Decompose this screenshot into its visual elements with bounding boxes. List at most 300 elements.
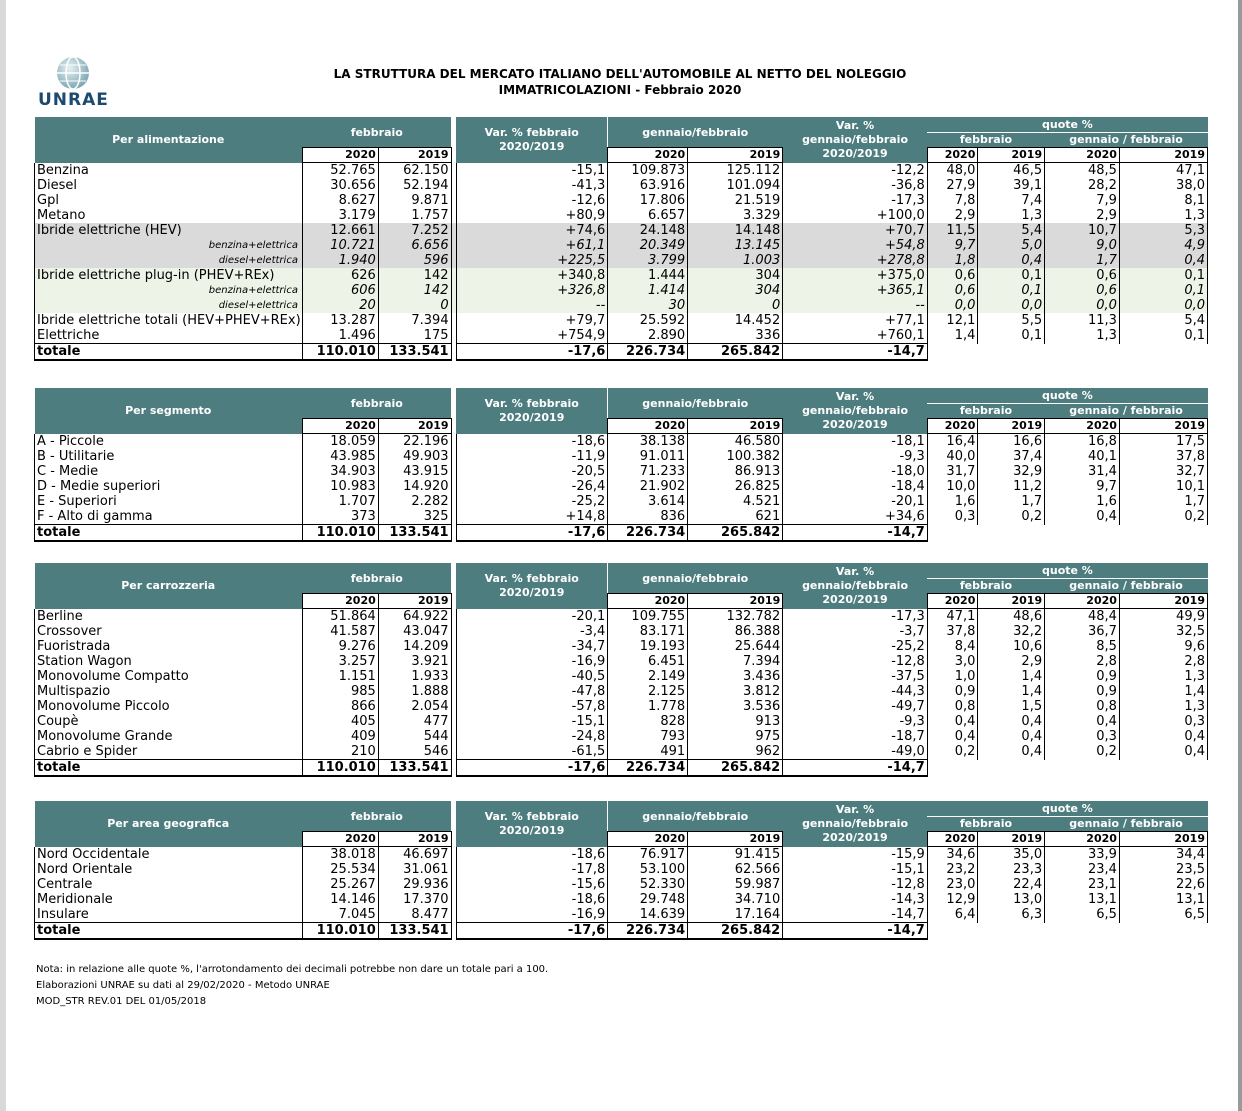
value-cell: 25.534: [302, 862, 378, 877]
section-table: [34, 388, 1208, 542]
year-header: 2019: [688, 594, 783, 609]
value-cell: -18,6: [456, 892, 608, 907]
value-cell: +14,8: [456, 509, 608, 525]
value-cell: 28,2: [1045, 178, 1120, 193]
value-cell: 0,4: [978, 744, 1045, 760]
value-cell: 3.329: [688, 208, 783, 223]
value-cell: 86.913: [688, 464, 783, 479]
value-cell: 13.145: [688, 238, 783, 253]
value-cell: 91.415: [688, 847, 783, 863]
value-cell: 2,8: [1045, 654, 1120, 669]
value-cell: 13,1: [1045, 892, 1120, 907]
value-cell: 17.164: [688, 907, 783, 923]
value-cell: 11,5: [927, 223, 978, 238]
value-cell: 10,6: [978, 639, 1045, 654]
empty-cell: [1045, 525, 1120, 542]
value-cell: 0,6: [927, 283, 978, 298]
value-cell: 1.444: [608, 268, 688, 283]
quote-genfeb-header: gennaio / febbraio: [1045, 579, 1208, 594]
value-cell: 0,8: [1045, 699, 1120, 714]
value-cell: 22,4: [978, 877, 1045, 892]
value-cell: -24,8: [456, 729, 608, 744]
value-cell: -12,8: [783, 877, 928, 892]
year-header: 2019: [378, 419, 451, 434]
febbraio-header: febbraio: [302, 388, 451, 419]
total-label: totale: [35, 923, 303, 940]
total-value-cell: 265.842: [688, 760, 783, 777]
value-cell: -18,6: [456, 847, 608, 863]
value-cell: 18.059: [302, 434, 378, 450]
value-cell: 0,0: [927, 298, 978, 313]
value-cell: -12,6: [456, 193, 608, 208]
quote-genfeb-header: gennaio / febbraio: [1045, 133, 1208, 148]
value-cell: -20,1: [783, 494, 928, 509]
value-cell: 91.011: [608, 449, 688, 464]
var-genfeb-header: Var. % gennaio/febbraio 2020/2019: [783, 388, 928, 434]
value-cell: -3,4: [456, 624, 608, 639]
year-header: 2019: [978, 832, 1045, 847]
quote-genfeb-header: gennaio / febbraio: [1045, 404, 1208, 419]
value-cell: 6,4: [927, 907, 978, 923]
value-cell: 596: [378, 253, 451, 268]
quote-header: quote %: [927, 117, 1207, 133]
value-cell: 913: [688, 714, 783, 729]
value-cell: +74,6: [456, 223, 608, 238]
value-cell: 836: [608, 509, 688, 525]
note-line: Nota: in relazione alle quote %, l'arrotondamento dei decimali potrebbe non dare un totale pari a 100.: [36, 964, 549, 975]
total-value-cell: 110.010: [302, 525, 378, 542]
value-cell: -40,5: [456, 669, 608, 684]
value-cell: 32,7: [1119, 464, 1207, 479]
value-cell: 48,0: [927, 163, 978, 179]
table-row: [35, 193, 1208, 208]
table-row: [35, 238, 1208, 253]
value-cell: -37,5: [783, 669, 928, 684]
section-title: Per area geografica: [35, 801, 303, 847]
row-label: Monovolume Grande: [35, 729, 303, 744]
value-cell: 14.920: [378, 479, 451, 494]
total-value-cell: -17,6: [456, 344, 608, 361]
value-cell: 962: [688, 744, 783, 760]
value-cell: -15,6: [456, 877, 608, 892]
year-header: 2020: [608, 419, 688, 434]
value-cell: 23,0: [927, 877, 978, 892]
value-cell: 3.257: [302, 654, 378, 669]
table-row: [35, 907, 1208, 923]
value-cell: 975: [688, 729, 783, 744]
value-cell: 31,7: [927, 464, 978, 479]
value-cell: 3,0: [927, 654, 978, 669]
value-cell: 20: [302, 298, 378, 313]
value-cell: 8,1: [1119, 193, 1207, 208]
value-cell: 405: [302, 714, 378, 729]
value-cell: 0,4: [1119, 253, 1207, 268]
value-cell: 10.983: [302, 479, 378, 494]
value-cell: 11,3: [1045, 313, 1120, 328]
table-row: [35, 509, 1208, 525]
value-cell: 0,4: [1045, 714, 1120, 729]
year-header: 2020: [927, 148, 978, 163]
value-cell: 101.094: [688, 178, 783, 193]
table-row: [35, 208, 1208, 223]
row-label: C - Medie: [35, 464, 303, 479]
row-label: benzina+elettrica: [35, 238, 303, 253]
value-cell: 621: [688, 509, 783, 525]
empty-cell: [978, 760, 1045, 777]
febbraio-header: febbraio: [302, 117, 451, 148]
value-cell: 2,8: [1119, 654, 1207, 669]
value-cell: 29.936: [378, 877, 451, 892]
empty-cell: [927, 525, 978, 542]
value-cell: 34.710: [688, 892, 783, 907]
total-value-cell: -14,7: [783, 525, 928, 542]
total-value-cell: 265.842: [688, 344, 783, 361]
table-row: [35, 313, 1208, 328]
value-cell: 325: [378, 509, 451, 525]
year-header: 2019: [978, 419, 1045, 434]
value-cell: +365,1: [783, 283, 928, 298]
quote-header: quote %: [927, 388, 1207, 404]
value-cell: 3.812: [688, 684, 783, 699]
row-label: Cabrio e Spider: [35, 744, 303, 760]
table-row: [35, 684, 1208, 699]
value-cell: 9.871: [378, 193, 451, 208]
value-cell: 5,0: [978, 238, 1045, 253]
value-cell: -3,7: [783, 624, 928, 639]
value-cell: 4,9: [1119, 238, 1207, 253]
row-label: Crossover: [35, 624, 303, 639]
total-label: totale: [35, 344, 303, 361]
value-cell: --: [783, 298, 928, 313]
value-cell: -18,0: [783, 464, 928, 479]
total-value-cell: 226.734: [608, 344, 688, 361]
value-cell: 2,9: [978, 654, 1045, 669]
value-cell: 1,6: [1045, 494, 1120, 509]
row-label: Fuoristrada: [35, 639, 303, 654]
value-cell: 25.592: [608, 313, 688, 328]
year-header: 2020: [608, 832, 688, 847]
table-row: [35, 729, 1208, 744]
table-row: [35, 178, 1208, 193]
total-row: [35, 344, 1208, 361]
value-cell: 8.627: [302, 193, 378, 208]
value-cell: 1,7: [978, 494, 1045, 509]
empty-cell: [978, 525, 1045, 542]
year-header: 2019: [1119, 832, 1207, 847]
value-cell: 1,5: [978, 699, 1045, 714]
value-cell: -41,3: [456, 178, 608, 193]
empty-cell: [1045, 760, 1120, 777]
table-row: [35, 639, 1208, 654]
year-header: 2019: [688, 148, 783, 163]
value-cell: 304: [688, 268, 783, 283]
value-cell: 14.209: [378, 639, 451, 654]
note-line: MOD_STR REV.01 DEL 01/05/2018: [36, 996, 207, 1007]
empty-cell: [1119, 525, 1207, 542]
year-header: 2019: [978, 148, 1045, 163]
value-cell: 1,3: [1119, 699, 1207, 714]
var-febbraio-header: Var. % febbraio 2020/2019: [456, 117, 608, 163]
value-cell: 1,4: [978, 669, 1045, 684]
total-value-cell: 110.010: [302, 344, 378, 361]
value-cell: 304: [688, 283, 783, 298]
quote-febbraio-header: febbraio: [927, 579, 1044, 594]
value-cell: 52.765: [302, 163, 378, 179]
value-cell: 8,4: [927, 639, 978, 654]
total-value-cell: 265.842: [688, 525, 783, 542]
value-cell: 76.917: [608, 847, 688, 863]
value-cell: 0,2: [1119, 509, 1207, 525]
value-cell: +340,8: [456, 268, 608, 283]
year-header: 2020: [927, 419, 978, 434]
section-title: Per alimentazione: [35, 117, 303, 163]
value-cell: -17,3: [783, 609, 928, 625]
value-cell: +61,1: [456, 238, 608, 253]
value-cell: 47,1: [927, 609, 978, 625]
value-cell: +34,6: [783, 509, 928, 525]
table-row: [35, 669, 1208, 684]
value-cell: 25.267: [302, 877, 378, 892]
value-cell: 16,4: [927, 434, 978, 450]
value-cell: 32,2: [978, 624, 1045, 639]
value-cell: 1.414: [608, 283, 688, 298]
value-cell: 12.661: [302, 223, 378, 238]
value-cell: 53.100: [608, 862, 688, 877]
value-cell: 544: [378, 729, 451, 744]
value-cell: -14,7: [783, 907, 928, 923]
total-value-cell: 226.734: [608, 923, 688, 940]
value-cell: 142: [378, 283, 451, 298]
logo-text: UNRAE: [38, 90, 109, 110]
value-cell: 2.282: [378, 494, 451, 509]
year-header: 2019: [1119, 148, 1207, 163]
quote-febbraio-header: febbraio: [927, 817, 1044, 832]
row-label: diesel+elettrica: [35, 298, 303, 313]
value-cell: 0,2: [978, 509, 1045, 525]
value-cell: 31,4: [1045, 464, 1120, 479]
value-cell: 14.639: [608, 907, 688, 923]
value-cell: 9,7: [927, 238, 978, 253]
value-cell: 13.287: [302, 313, 378, 328]
table-row: [35, 223, 1208, 238]
year-header: 2019: [1119, 594, 1207, 609]
value-cell: 546: [378, 744, 451, 760]
section-title: Per carrozzeria: [35, 563, 303, 609]
right-page-edge: [1238, 0, 1242, 1111]
value-cell: 0,2: [1045, 744, 1120, 760]
value-cell: 17.806: [608, 193, 688, 208]
total-row: [35, 760, 1208, 777]
row-label: Ibride elettriche plug-in (PHEV+REx): [35, 268, 303, 283]
value-cell: 24.148: [608, 223, 688, 238]
row-label: Elettriche: [35, 328, 303, 344]
value-cell: 29.748: [608, 892, 688, 907]
value-cell: 10,1: [1119, 479, 1207, 494]
value-cell: -34,7: [456, 639, 608, 654]
empty-cell: [978, 344, 1045, 361]
row-label: Ibride elettriche (HEV): [35, 223, 303, 238]
value-cell: 49,9: [1119, 609, 1207, 625]
value-cell: 32,9: [978, 464, 1045, 479]
value-cell: 62.566: [688, 862, 783, 877]
value-cell: 0,6: [927, 268, 978, 283]
value-cell: 1,0: [927, 669, 978, 684]
value-cell: 37,4: [978, 449, 1045, 464]
total-value-cell: 133.541: [378, 760, 451, 777]
value-cell: -36,8: [783, 178, 928, 193]
value-cell: 41.587: [302, 624, 378, 639]
total-value-cell: -17,6: [456, 525, 608, 542]
row-label: D - Medie superiori: [35, 479, 303, 494]
value-cell: 51.864: [302, 609, 378, 625]
empty-cell: [978, 923, 1045, 940]
row-label: F - Alto di gamma: [35, 509, 303, 525]
value-cell: 26.825: [688, 479, 783, 494]
table-row: [35, 494, 1208, 509]
year-header: 2020: [608, 148, 688, 163]
table-row: [35, 609, 1208, 625]
value-cell: 1.757: [378, 208, 451, 223]
row-label: Benzina: [35, 163, 303, 179]
value-cell: -17,3: [783, 193, 928, 208]
value-cell: 34,4: [1119, 847, 1207, 863]
value-cell: 6.656: [378, 238, 451, 253]
year-header: 2019: [378, 832, 451, 847]
value-cell: 11,2: [978, 479, 1045, 494]
value-cell: 210: [302, 744, 378, 760]
value-cell: 7,8: [927, 193, 978, 208]
value-cell: 1,3: [1119, 669, 1207, 684]
total-value-cell: 110.010: [302, 923, 378, 940]
row-label: A - Piccole: [35, 434, 303, 450]
value-cell: 46,5: [978, 163, 1045, 179]
value-cell: 0: [688, 298, 783, 313]
total-value-cell: -17,6: [456, 760, 608, 777]
value-cell: -17,8: [456, 862, 608, 877]
value-cell: 37,8: [1119, 449, 1207, 464]
value-cell: 9,0: [1045, 238, 1120, 253]
table-row: [35, 328, 1208, 344]
value-cell: +77,1: [783, 313, 928, 328]
year-header: 2020: [1045, 594, 1120, 609]
value-cell: 23,4: [1045, 862, 1120, 877]
value-cell: +754,9: [456, 328, 608, 344]
value-cell: -9,3: [783, 714, 928, 729]
value-cell: 14.146: [302, 892, 378, 907]
value-cell: 38.018: [302, 847, 378, 863]
table-row: [35, 464, 1208, 479]
value-cell: 373: [302, 509, 378, 525]
quote-febbraio-header: febbraio: [927, 404, 1044, 419]
row-label: Meridionale: [35, 892, 303, 907]
table-row: [35, 268, 1208, 283]
table-row: [35, 744, 1208, 760]
value-cell: 0,4: [1119, 729, 1207, 744]
value-cell: 48,4: [1045, 609, 1120, 625]
value-cell: 30: [608, 298, 688, 313]
value-cell: 9,7: [1045, 479, 1120, 494]
total-value-cell: -14,7: [783, 760, 928, 777]
value-cell: 32,5: [1119, 624, 1207, 639]
value-cell: 0,1: [1119, 268, 1207, 283]
value-cell: 0,3: [1119, 714, 1207, 729]
year-header: 2020: [1045, 832, 1120, 847]
value-cell: -49,7: [783, 699, 928, 714]
value-cell: 3.536: [688, 699, 783, 714]
value-cell: 10,0: [927, 479, 978, 494]
value-cell: 793: [608, 729, 688, 744]
total-value-cell: 133.541: [378, 923, 451, 940]
total-value-cell: 265.842: [688, 923, 783, 940]
table-row: [35, 714, 1208, 729]
value-cell: 10.721: [302, 238, 378, 253]
value-cell: 6,3: [978, 907, 1045, 923]
value-cell: 3.179: [302, 208, 378, 223]
table-row: [35, 298, 1208, 313]
value-cell: 48,5: [1045, 163, 1120, 179]
year-header: 2020: [302, 148, 378, 163]
value-cell: 2.890: [608, 328, 688, 344]
value-cell: 0,4: [927, 714, 978, 729]
value-cell: 9.276: [302, 639, 378, 654]
value-cell: 0,9: [1045, 669, 1120, 684]
value-cell: 22.196: [378, 434, 451, 450]
value-cell: 19.193: [608, 639, 688, 654]
left-page-edge: [0, 0, 6, 1111]
value-cell: 2.125: [608, 684, 688, 699]
value-cell: 20.349: [608, 238, 688, 253]
value-cell: 0,4: [1119, 744, 1207, 760]
value-cell: -18,6: [456, 434, 608, 450]
row-label: Metano: [35, 208, 303, 223]
table-row: [35, 624, 1208, 639]
row-label: Coupè: [35, 714, 303, 729]
value-cell: 39,1: [978, 178, 1045, 193]
value-cell: 1,4: [978, 684, 1045, 699]
year-header: 2019: [978, 594, 1045, 609]
value-cell: 40,1: [1045, 449, 1120, 464]
row-label: Insulare: [35, 907, 303, 923]
value-cell: 1.933: [378, 669, 451, 684]
value-cell: 1,4: [1119, 684, 1207, 699]
table-row: [35, 163, 1208, 179]
value-cell: 48,6: [978, 609, 1045, 625]
value-cell: 5,3: [1119, 223, 1207, 238]
section-table: [34, 117, 1208, 361]
table-row: [35, 449, 1208, 464]
row-label: Station Wagon: [35, 654, 303, 669]
value-cell: 23,5: [1119, 862, 1207, 877]
total-value-cell: -14,7: [783, 344, 928, 361]
value-cell: 0,4: [927, 729, 978, 744]
value-cell: 0,1: [1119, 328, 1207, 344]
value-cell: 7.394: [688, 654, 783, 669]
value-cell: 7.394: [378, 313, 451, 328]
value-cell: 23,3: [978, 862, 1045, 877]
value-cell: 0,1: [1119, 283, 1207, 298]
value-cell: 22,6: [1119, 877, 1207, 892]
value-cell: 34.903: [302, 464, 378, 479]
value-cell: +80,9: [456, 208, 608, 223]
year-header: 2020: [302, 419, 378, 434]
total-row: [35, 923, 1208, 940]
value-cell: 125.112: [688, 163, 783, 179]
table-row: [35, 434, 1208, 450]
febbraio-header: febbraio: [302, 563, 451, 594]
total-row: [35, 525, 1208, 542]
genfeb-header: gennaio/febbraio: [608, 388, 783, 419]
genfeb-header: gennaio/febbraio: [608, 563, 783, 594]
